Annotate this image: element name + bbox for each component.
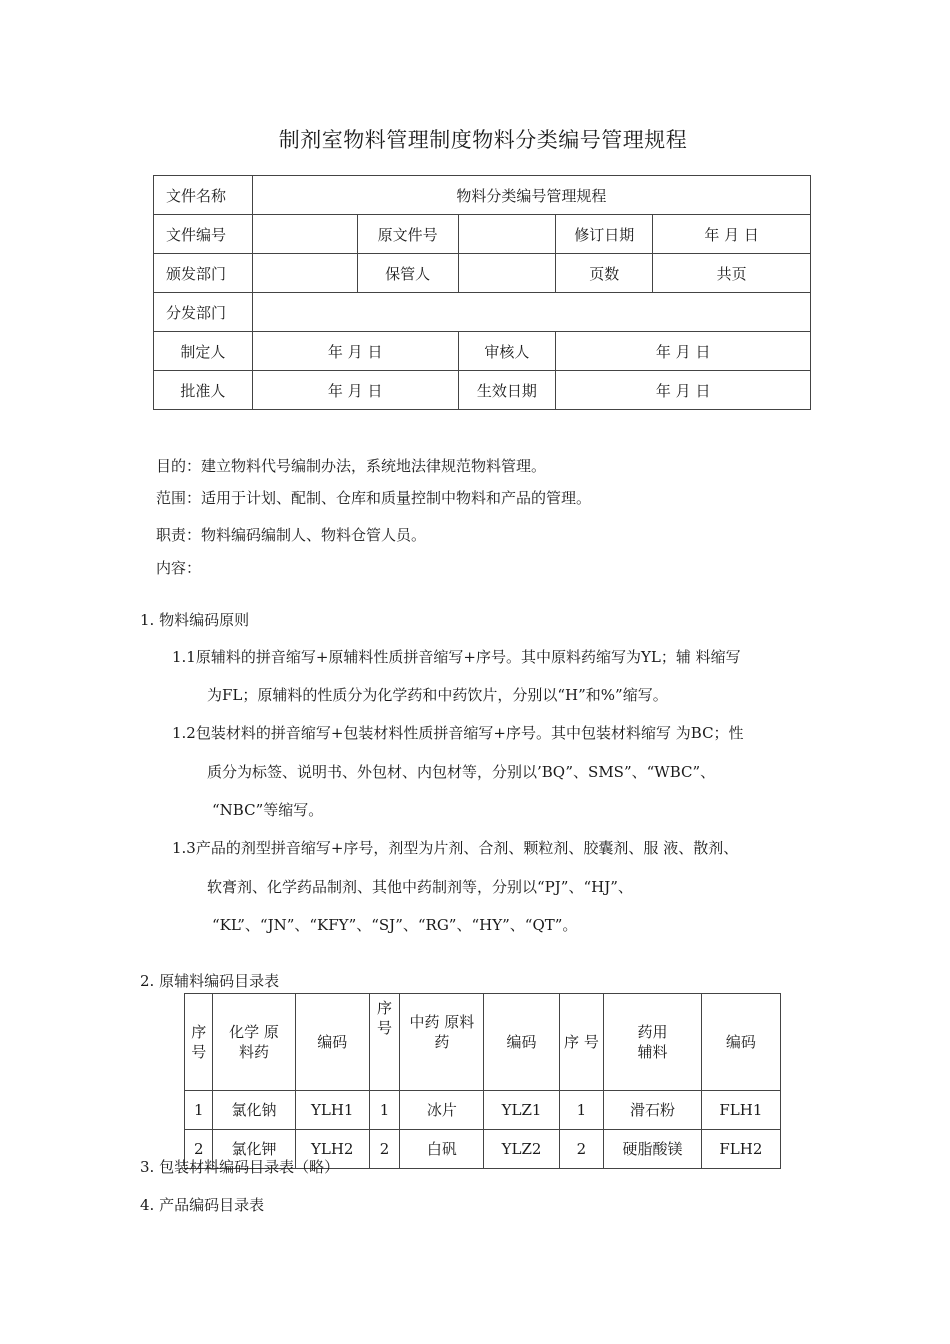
cell-seq: 2 [369,1130,399,1169]
author-date: 年 月 日 [252,332,458,371]
effective-date-value: 年 月 日 [556,371,811,410]
code-table-header [185,994,781,1091]
duty-text: 职责：物料编码编制人、物料仓管人员。 [156,526,427,544]
author-label: 制定人 [154,332,253,371]
original-file-number-label: 原文件号 [357,215,458,254]
file-name-value: 物料分类编号管理规程 [252,176,810,215]
section-1-1-line-1: 1.1原辅料的拼音缩写+原辅料性质拼音缩写+序号。其中原料药缩写为YL；辅 料缩写 [172,648,741,666]
info-row-distribution-dept [154,293,811,332]
original-file-number-value [458,215,556,254]
info-row-file-name [154,176,811,215]
distribution-dept-label: 分发部门 [154,293,253,332]
revision-date-label: 修订日期 [556,215,653,254]
section-1-1-line-2: 为FL；原辅料的性质分为化学药和中药饮片，分别以“H”和%”缩写。 [207,686,668,704]
header-code-3: 编码 [701,994,780,1091]
section-1-3-line-3: “KL”、“JN”、“KFY”、“SJ”、“RG”、“HY”、“QT”。 [212,916,578,934]
cell-code: YLH2 [295,1130,369,1169]
cell-seq: 1 [369,1091,399,1130]
material-code-table [184,993,781,1169]
file-name-label: 文件名称 [154,176,253,215]
cell-seq: 1 [559,1091,604,1130]
header-seq-3: 序 号 [559,994,604,1091]
file-number-value [252,215,357,254]
cell-code: YLH1 [295,1091,369,1130]
info-row-issuing-dept [154,254,811,293]
content-label: 内容： [156,559,202,577]
reviewer-date: 年 月 日 [556,332,811,371]
info-row-author [154,332,811,371]
cell-code: FLH2 [701,1130,780,1169]
cell-seq: 2 [559,1130,604,1169]
cell-seq: 2 [185,1130,213,1169]
section-1-2-line-3: “NBC”等缩写。 [212,801,324,819]
cell-tcm-api: 冰片 [400,1091,484,1130]
scope-text: 范围：适用于计划、配制、仓库和质量控制中物料和产品的管理。 [156,489,592,507]
approver-label: 批准人 [154,371,253,410]
cell-excipient: 滑石粉 [604,1091,701,1130]
effective-date-label: 生效日期 [458,371,556,410]
purpose-text: 目的：建立物料代号编制办法，系统地法律规范物料管理。 [156,457,547,475]
reviewer-label: 审核人 [458,332,556,371]
file-number-label: 文件编号 [154,215,253,254]
cell-code: FLH1 [701,1091,780,1130]
issuing-dept-label: 颁发部门 [154,254,253,293]
cell-code: YLZ2 [484,1130,559,1169]
header-code-1: 编码 [295,994,369,1091]
section-1-2-line-2: 质分为标签、说明书、外包材、内包材等，分别以’BQ”、SMS”、“WBC”、 [207,763,716,781]
info-row-approver [154,371,811,410]
section-3-heading: 3. 包装材料编码目录表（略） [140,1158,340,1176]
page-count-value: 共页 [653,254,811,293]
section-1-3-line-2: 软膏剂、化学药品制剂、其他中药制剂等，分别以“PJ”、“HJ”、 [207,878,633,896]
section-1-2-line-1: 1.2包装材料的拼音缩写+包装材料性质拼音缩写+序号。其中包装材料缩写 为BC；性 [172,724,744,742]
header-code-2: 编码 [484,994,559,1091]
revision-date-value: 年 月 日 [653,215,811,254]
cell-seq: 1 [185,1091,213,1130]
page-count-label: 页数 [556,254,653,293]
header-tcm-api: 中药 原料 药 [400,994,484,1091]
table-row [185,1091,781,1130]
section-1-3-line-1: 1.3产品的剂型拼音缩写+序号，剂型为片剂、合剂、颗粒剂、胶囊剂、服 液、散剂、 [172,839,739,857]
custodian-label: 保管人 [357,254,458,293]
header-excipient: 药用 辅料 [604,994,701,1091]
cell-chemical-api: 氯化钾 [213,1130,295,1169]
cell-excipient: 硬脂酸镁 [604,1130,701,1169]
page-title: 制剂室物料管理制度物料分类编号管理规程 [278,128,688,152]
section-2-heading: 2. 原辅料编码目录表 [140,972,280,990]
cell-chemical-api: 氯化钠 [213,1091,295,1130]
header-seq-1: 序 号 [185,994,213,1091]
issuing-dept-value [252,254,357,293]
document-info-table [153,175,811,410]
info-row-file-number [154,215,811,254]
custodian-value [458,254,556,293]
cell-tcm-api: 白矾 [400,1130,484,1169]
header-seq-2: 序 号 [369,994,399,1091]
distribution-dept-value [252,293,810,332]
approver-date: 年 月 日 [252,371,458,410]
section-1-heading: 1. 物料编码原则 [140,611,250,629]
section-4-heading: 4. 产品编码目录表 [140,1196,265,1214]
cell-code: YLZ1 [484,1091,559,1130]
header-chemical-api: 化学 原 料药 [213,994,295,1091]
